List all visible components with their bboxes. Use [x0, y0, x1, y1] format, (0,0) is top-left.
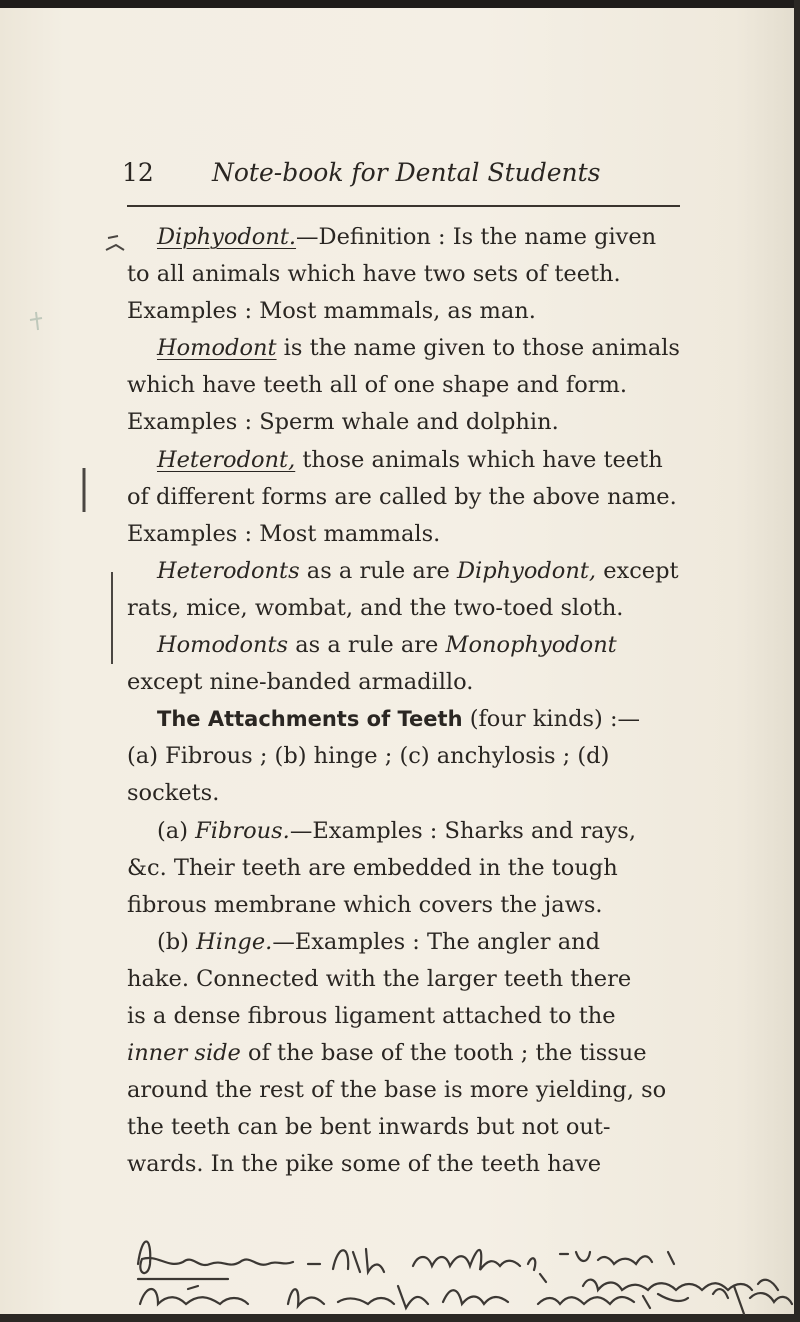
text-line: wards. In the pike some of the teeth have	[127, 1151, 602, 1178]
text-line: around the rest of the base is more yielding, so	[127, 1077, 667, 1104]
section-heading: The Attachments of Teeth	[157, 707, 463, 732]
text-line: &c. Their teeth are embedded in the tough	[127, 854, 618, 881]
term-homodont: Homodont	[157, 335, 277, 362]
text-span: (four kinds) :—	[462, 706, 641, 733]
text-line	[127, 627, 687, 664]
text-line	[127, 219, 687, 256]
page-right-edge	[794, 0, 800, 1322]
text-line: of different forms are called by the above name.	[127, 483, 677, 510]
text-line: except nine-banded armadillo.	[127, 669, 474, 696]
text-line: rats, mice, wombat, and the two-toed sloth.	[127, 594, 624, 621]
page-number: 12	[122, 158, 154, 187]
text-line: to all animals which have two sets of teeth.	[127, 261, 621, 288]
running-title: Note-book for Dental Students	[212, 158, 601, 187]
text-line: which have teeth all of one shape and form.	[127, 372, 628, 399]
text-line: Examples : Sperm whale and dolphin.	[127, 409, 559, 436]
text-line: Examples : Most mammals, as man.	[127, 298, 536, 325]
term-diphyodont-ref: Diphyodont,	[457, 557, 597, 584]
text-line: sockets.	[127, 780, 220, 807]
text-line	[127, 813, 687, 850]
body-text	[127, 219, 687, 1183]
text-line	[127, 1035, 687, 1072]
text-span: (a)	[157, 817, 196, 844]
text-line: the teeth can be bent inwards but not out-	[127, 1114, 611, 1141]
text-span: as a rule are	[299, 557, 458, 584]
text-line: Examples : Most mammals.	[127, 520, 441, 547]
term-heterodonts: Heterodonts	[157, 557, 300, 584]
text-line: is a dense fibrous ligament attached to the	[127, 1002, 616, 1029]
text-span: (b)	[157, 928, 197, 955]
term-hinge: Hinge.	[196, 928, 273, 955]
text-line: (a) Fibrous ; (b) hinge ; (c) anchylosis ; (d)	[127, 743, 610, 770]
text-span: —Examples : The angler and	[272, 928, 601, 955]
header-rule	[127, 205, 680, 207]
term-fibrous: Fibrous.	[195, 817, 290, 844]
term-diphyodont: Diphyodont.	[157, 224, 297, 250]
text-line	[127, 553, 687, 590]
term-inner-side: inner side	[127, 1040, 241, 1067]
text-span: —Examples : Sharks and rays,	[289, 817, 636, 844]
term-heterodont: Heterodont,	[157, 446, 296, 473]
text-span: except	[596, 557, 679, 584]
term-homodonts: Homodonts	[157, 632, 289, 659]
handwritten-annotation	[128, 1224, 793, 1319]
text-span: of the base of the tooth ; the tissue	[240, 1040, 647, 1067]
pencil-margin-marks	[0, 0, 130, 700]
text-line	[127, 442, 687, 479]
text-line: hake. Connected with the larger teeth there	[127, 965, 632, 992]
text-span: is the name given to those animals	[276, 335, 680, 362]
running-header	[122, 158, 682, 187]
text-line	[127, 924, 687, 961]
text-span: —Definition : Is the name given	[296, 224, 657, 250]
text-span: those animals which have teeth	[295, 446, 663, 473]
text-line: fibrous membrane which covers the jaws.	[127, 891, 603, 918]
text-span: as a rule are	[288, 632, 446, 659]
text-line	[127, 330, 687, 367]
text-line	[127, 701, 687, 738]
term-monophyodont: Monophyodont	[445, 632, 617, 659]
